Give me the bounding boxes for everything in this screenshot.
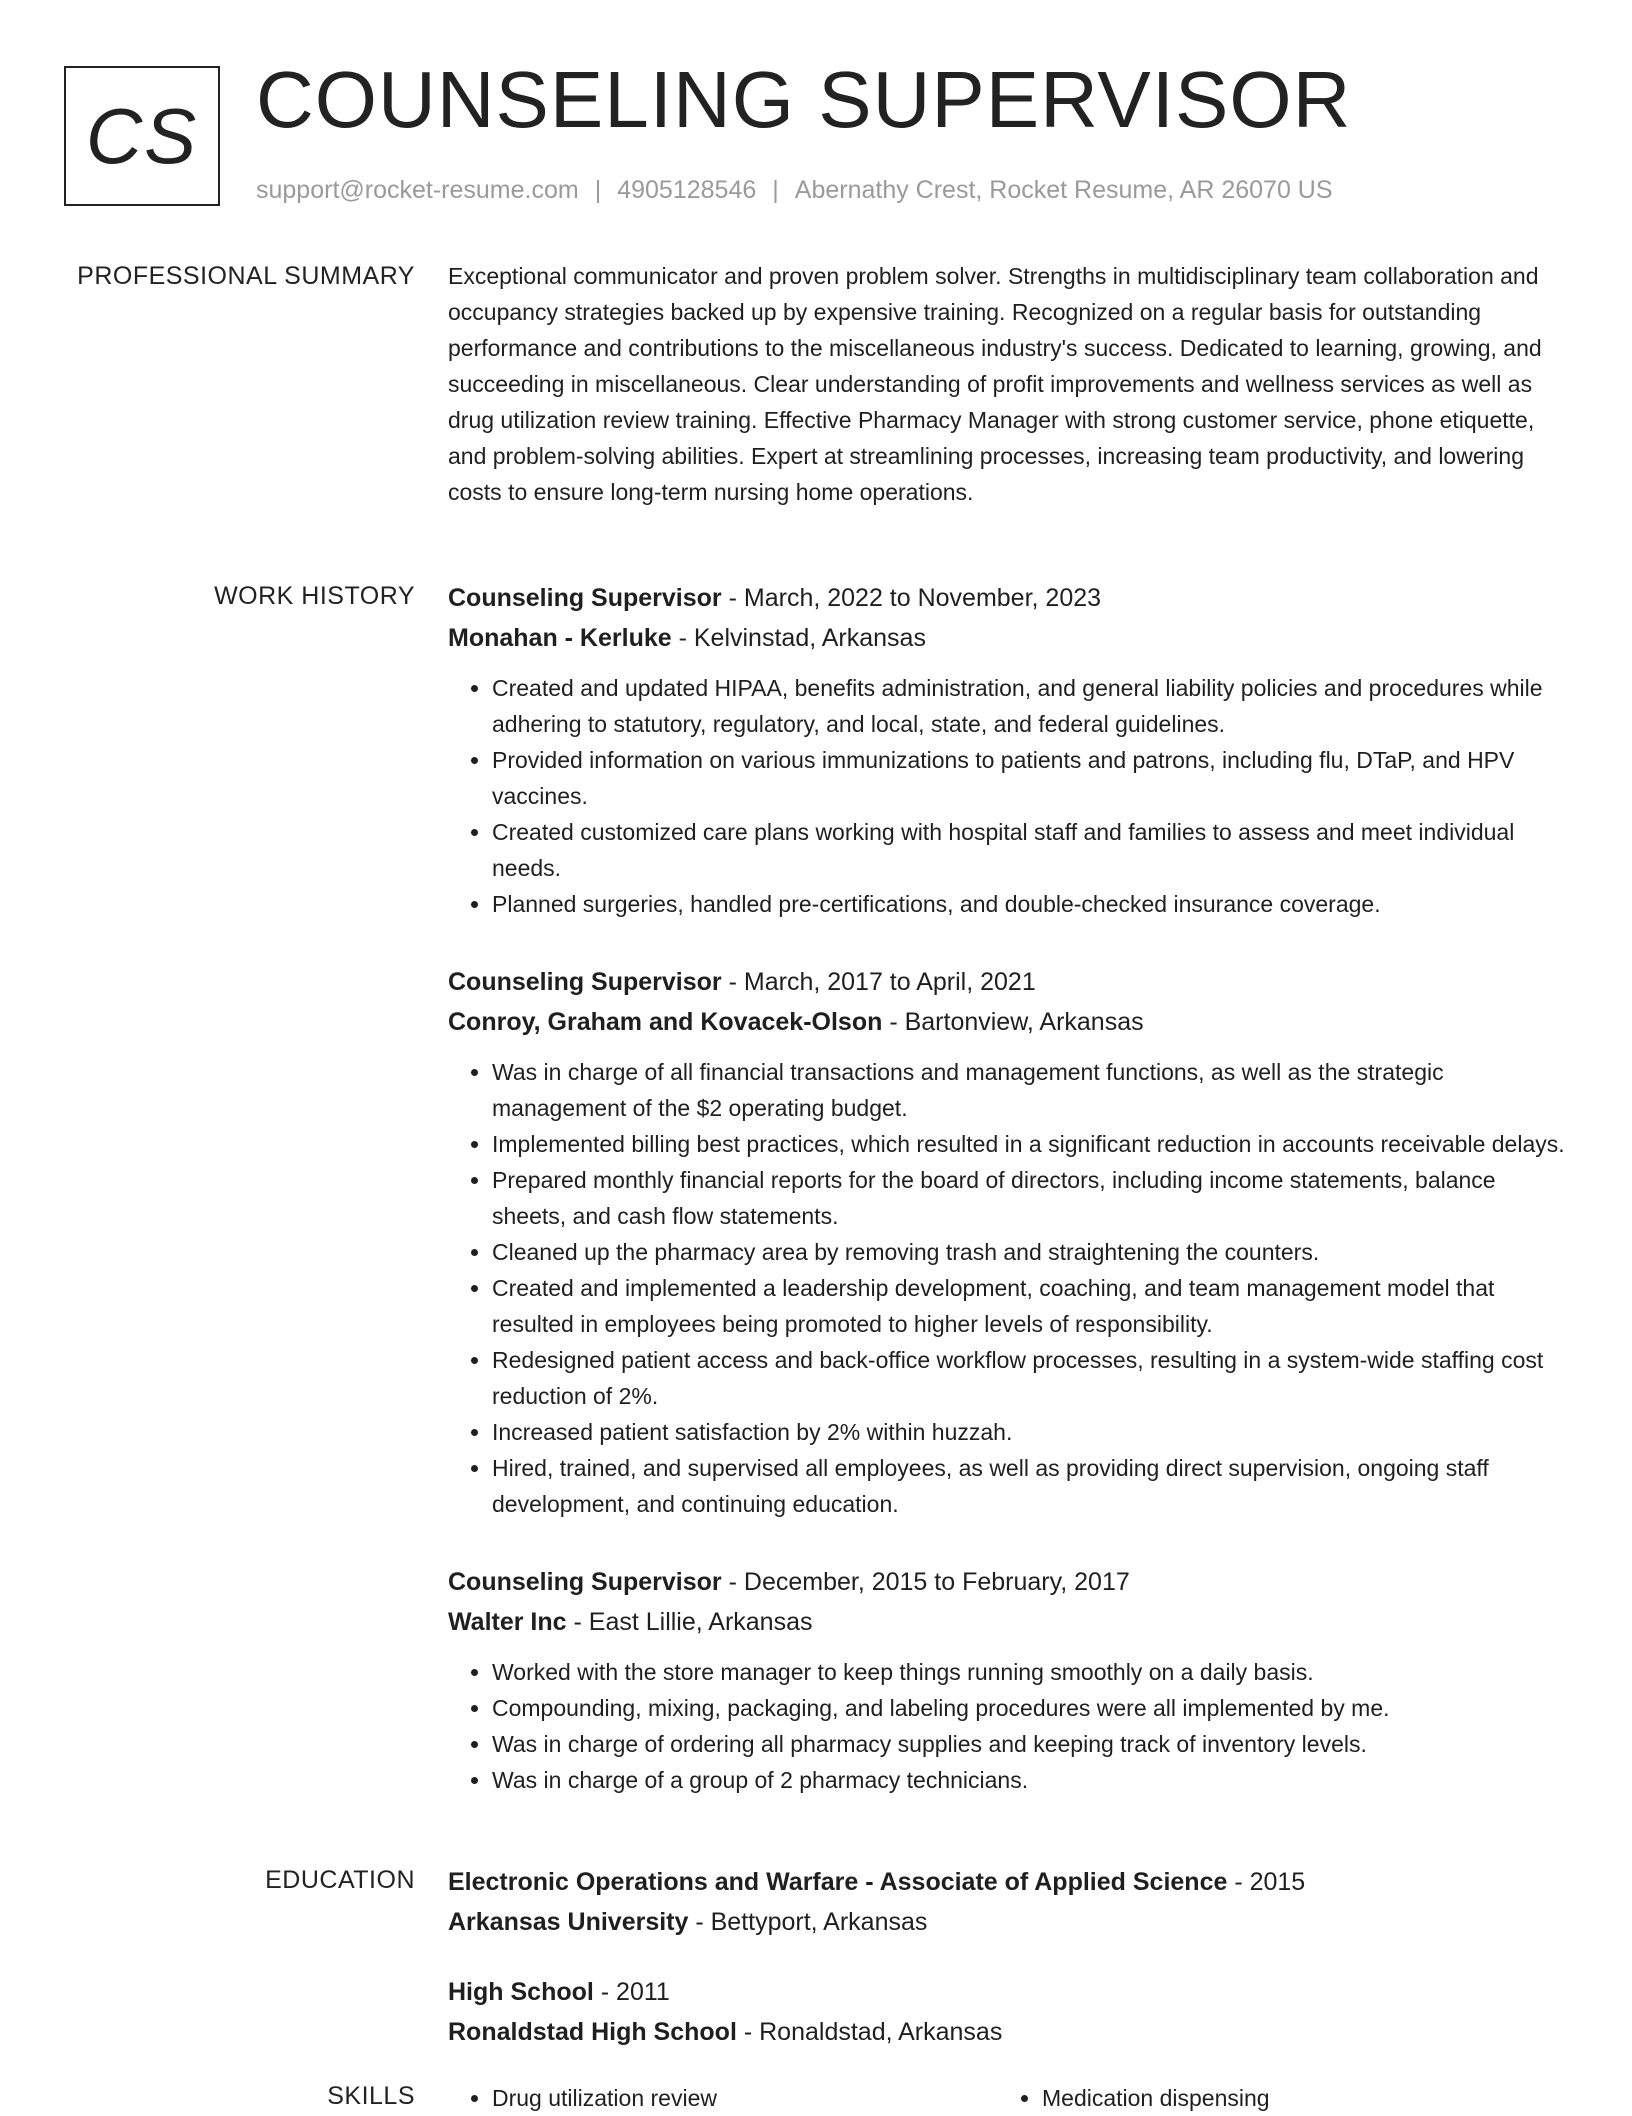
job-bullets	[448, 1654, 1568, 1798]
list-item: • Was in charge of all financial transactions and management functions, as well as the strategic management of the $2 operating budget.	[492, 1054, 1568, 1126]
job-dates: - March, 2022 to November, 2023	[721, 584, 1102, 612]
school-name: Ronaldstad High School	[448, 2018, 737, 2046]
section-label-skills: SKILLS	[327, 2082, 415, 2110]
school-line	[448, 2012, 1568, 2052]
job-bullets	[448, 670, 1568, 922]
skills-column-1	[448, 2080, 998, 2116]
contact-email: support@rocket-resume.com	[256, 176, 579, 204]
job-company: Walter Inc	[448, 1608, 567, 1636]
degree-name: Electronic Operations and Warfare - Associate of Applied Science	[448, 1868, 1228, 1896]
job-company: Conroy, Graham and Kovacek-Olson	[448, 1008, 883, 1036]
summary-body	[448, 258, 1568, 510]
education-entry	[448, 1862, 1568, 1942]
skill-item: • Medication dispensing	[1042, 2080, 1548, 2116]
list-item: • Created customized care plans working with hospital staff and families to assess and meet individual needs.	[492, 814, 1568, 886]
job-location: - Bartonview, Arkansas	[882, 1008, 1144, 1036]
job-title-line	[448, 578, 1568, 618]
job-bullets	[448, 1054, 1568, 1522]
skills-column-2	[998, 2080, 1548, 2116]
list-item: • Redesigned patient access and back-office workflow processes, resulting in a system-wide staffing cost reduction of 2%.	[492, 1342, 1568, 1414]
job-entry	[448, 962, 1568, 1522]
list-item: • Provided information on various immunizations to patients and patrons, including flu, DTaP, and HPV vaccines.	[492, 742, 1568, 814]
list-item: • Prepared monthly financial reports for the board of directors, including income statements, balance sheets, and cash flow statements.	[492, 1162, 1568, 1234]
job-location: - East Lillie, Arkansas	[566, 1608, 813, 1636]
list-item: • Planned surgeries, handled pre-certifications, and double-checked insurance coverage.	[492, 886, 1568, 922]
school-location: - Ronaldstad, Arkansas	[736, 2018, 1003, 2046]
list-item: • Was in charge of a group of 2 pharmacy technicians.	[492, 1762, 1568, 1798]
list-item: • Implemented billing best practices, which resulted in a significant reduction in accounts receivable delays.	[492, 1126, 1568, 1162]
section-label-work: WORK HISTORY	[214, 582, 415, 610]
contact-phone: 4905128546	[617, 176, 757, 204]
skills-grid	[448, 2080, 1568, 2116]
contact-line	[256, 176, 1333, 205]
summary-text: Exceptional communicator and proven problem solver. Strengths in multidisciplinary team collaboration and occupancy strategies backed up by expensive training. Recognized on a regular basis for outstanding performance and contributions to the miscellaneous industry's success. Dedicated to learning, growing, and succeeding in miscellaneous. Clear understanding of profit improvements and wellness services as well as drug utilization review training. Effective Pharmacy Manager with strong customer service, phone etiquette, and problem-solving abilities. Expert at streamlining processes, increasing team productivity, and lowering costs to ensure long-term nursing home operations.	[448, 263, 1542, 505]
school-line	[448, 1902, 1568, 1942]
contact-separator: |	[772, 176, 779, 204]
list-item: • Compounding, mixing, packaging, and labeling procedures were all implemented by me.	[492, 1690, 1568, 1726]
job-title-line	[448, 1562, 1568, 1602]
job-title: Counseling Supervisor	[448, 1568, 722, 1596]
contact-address: Abernathy Crest, Rocket Resume, AR 26070 US	[794, 176, 1333, 204]
list-item: • Worked with the store manager to keep things running smoothly on a daily basis.	[492, 1654, 1568, 1690]
degree-line	[448, 1862, 1568, 1902]
job-company-line	[448, 1002, 1568, 1042]
list-item: • Cleaned up the pharmacy area by removing trash and straightening the counters.	[492, 1234, 1568, 1270]
job-company-line	[448, 618, 1568, 658]
school-location: - Bettyport, Arkansas	[688, 1908, 928, 1936]
job-dates: - March, 2017 to April, 2021	[721, 968, 1036, 996]
work-history-body	[448, 578, 1568, 1838]
page-title: COUNSELING SUPERVISOR	[256, 55, 1352, 144]
contact-separator: |	[594, 176, 602, 204]
list-item: • Created and implemented a leadership development, coaching, and team management model that resulted in employees being promoted to higher levels of responsibility.	[492, 1270, 1568, 1342]
list-item: • Increased patient satisfaction by 2% within huzzah.	[492, 1414, 1568, 1450]
job-entry	[448, 1562, 1568, 1798]
list-item: • Created and updated HIPAA, benefits administration, and general liability policies and procedures while adhering to statutory, regulatory, and local, state, and federal guidelines.	[492, 670, 1568, 742]
monogram-initials: CS	[85, 91, 199, 180]
degree-name: High School	[448, 1978, 594, 2006]
monogram-box	[64, 66, 220, 206]
skills-body	[448, 2080, 1568, 2116]
list-item: • Hired, trained, and supervised all employees, as well as providing direct supervision, ongoing staff development, and continuing education.	[492, 1450, 1568, 1522]
education-body	[448, 1862, 1568, 2082]
degree-year: - 2011	[593, 1978, 670, 2006]
education-entry	[448, 1972, 1568, 2052]
job-title: Counseling Supervisor	[448, 584, 722, 612]
job-entry	[448, 578, 1568, 922]
section-label-education: EDUCATION	[265, 1866, 415, 1894]
job-dates: - December, 2015 to February, 2017	[721, 1568, 1130, 1596]
degree-line	[448, 1972, 1568, 2012]
school-name: Arkansas University	[448, 1908, 689, 1936]
list-item: • Was in charge of ordering all pharmacy supplies and keeping track of inventory levels.	[492, 1726, 1568, 1762]
job-company: Monahan - Kerluke	[448, 624, 672, 652]
skill-item: • Drug utilization review	[492, 2080, 998, 2116]
job-location: - Kelvinstad, Arkansas	[671, 624, 926, 652]
job-title: Counseling Supervisor	[448, 968, 722, 996]
job-company-line	[448, 1602, 1568, 1642]
job-title-line	[448, 962, 1568, 1002]
degree-year: - 2015	[1227, 1868, 1306, 1896]
section-label-summary: PROFESSIONAL SUMMARY	[77, 262, 415, 290]
